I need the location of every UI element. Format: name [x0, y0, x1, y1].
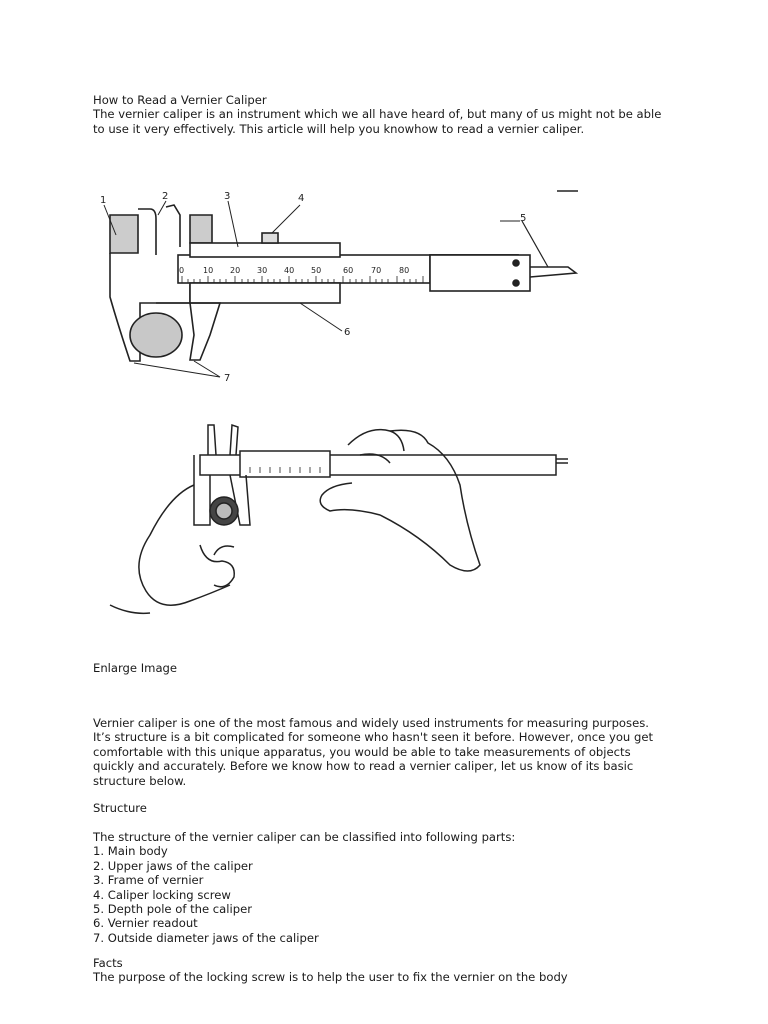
article-title: How to Read a Vernier Caliper	[93, 93, 267, 107]
scale-number: 70	[371, 266, 382, 275]
scale-number: 20	[230, 266, 241, 275]
scale-number: 50	[311, 266, 322, 275]
structure-part: 1. Main body	[93, 844, 168, 859]
intro-line: to use it very effectively. This article will help you knowhow to read a vernier caliper.	[93, 121, 585, 136]
enlarge-image-link[interactable]	[93, 661, 693, 675]
caliper-diagram	[90, 185, 590, 390]
callout-label: 1	[100, 195, 107, 206]
callout-label: 3	[224, 191, 231, 202]
intro-section	[93, 93, 693, 136]
scale-number: 0	[179, 266, 185, 275]
callout-label: 2	[162, 191, 169, 202]
structure-part: 6. Vernier readout	[93, 916, 198, 931]
callout-label: 4	[298, 193, 305, 204]
structure-part: 7. Outside diameter jaws of the caliper	[93, 930, 319, 945]
intro-line: The vernier caliper is an instrument which we all have heard of, but many of us might not be able	[93, 107, 662, 122]
structure-intro: The structure of the vernier caliper can be classified into following parts:	[93, 830, 516, 844]
callout-label: 7	[224, 373, 231, 384]
structure-part: 5. Depth pole of the caliper	[93, 902, 252, 917]
structure-heading-block	[93, 801, 693, 815]
scale-number: 40	[284, 266, 295, 275]
structure-part: 3. Frame of vernier	[93, 873, 204, 888]
callout-label: 6	[344, 327, 351, 338]
facts-section	[93, 956, 693, 985]
callout-label: 5	[520, 213, 527, 224]
description-paragraph	[93, 716, 693, 788]
structure-heading: Structure	[93, 801, 147, 815]
paragraph-line: Vernier caliper is one of the most famous and widely used instruments for measuring purposes.	[93, 716, 649, 730]
structure-part: 2. Upper jaws of the caliper	[93, 858, 253, 873]
structure-part: 4. Caliper locking screw	[93, 887, 231, 902]
scale-number: 80	[399, 266, 410, 275]
paragraph-line: It’s structure is a bit complicated for someone who hasn't seen it before. However, once you get	[93, 730, 653, 745]
scale-number: 30	[257, 266, 268, 275]
structure-section	[93, 830, 693, 945]
paragraph-line: comfortable with this unique apparatus, you would be able to take measurements of objects	[93, 744, 631, 759]
enlarge-image-label[interactable]: Enlarge Image	[93, 661, 178, 675]
facts-text: The purpose of the locking screw is to help the user to fix the vernier on the body	[93, 970, 568, 985]
paragraph-line: structure below.	[93, 773, 187, 788]
scale-number: 10	[203, 266, 214, 275]
facts-heading: Facts	[93, 956, 123, 970]
caliper-in-hands-illustration	[90, 415, 580, 630]
scale-number: 60	[343, 266, 354, 275]
paragraph-line: quickly and accurately. Before we know how to read a vernier caliper, let us know of its basic	[93, 759, 634, 774]
